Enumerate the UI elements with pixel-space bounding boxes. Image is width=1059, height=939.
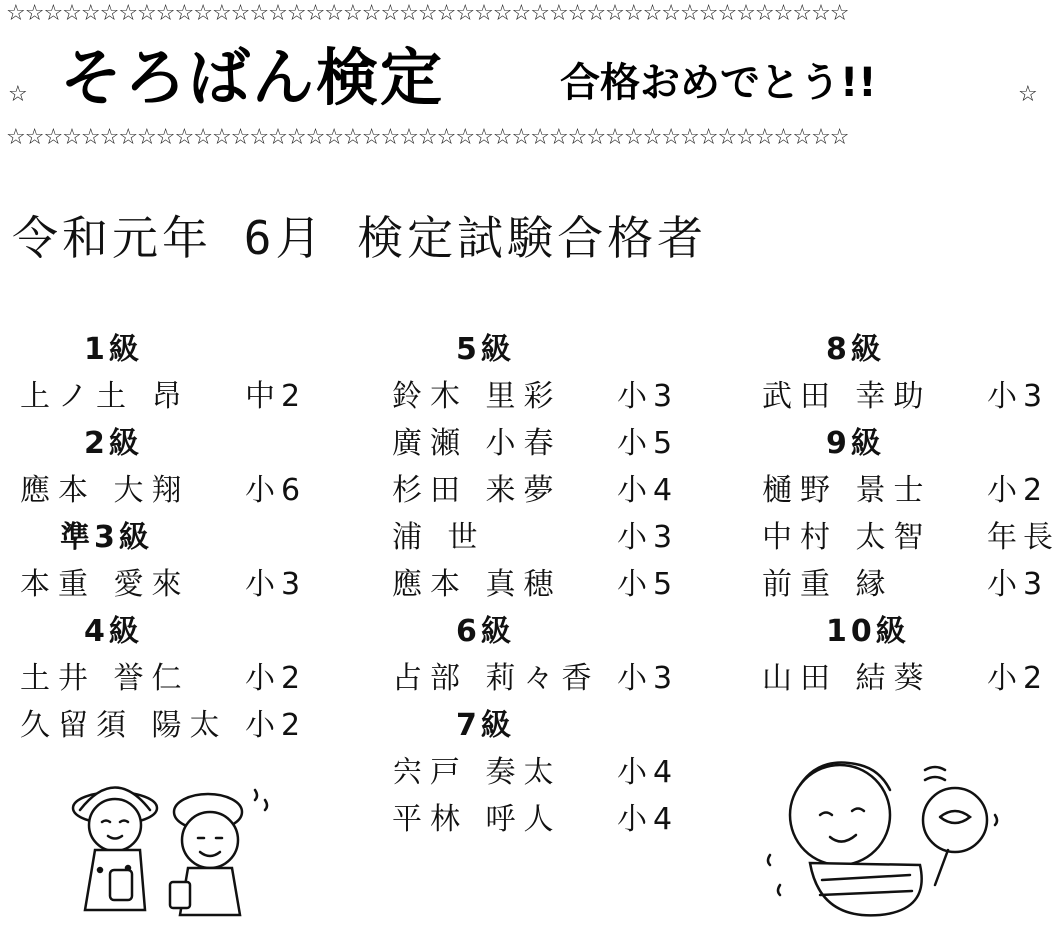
grade-heading: 7級	[456, 708, 515, 743]
passer-school-year: 小3	[987, 379, 1049, 414]
star-icon-right: ☆	[1018, 82, 1038, 107]
grade-heading: 10級	[826, 614, 910, 649]
column-middle	[392, 326, 682, 843]
passer-name: 廣瀬 小春	[392, 426, 562, 461]
banner-title: そろばん検定	[60, 41, 445, 114]
passer-name: 前重 縁	[762, 567, 894, 602]
passer-row	[762, 514, 1059, 561]
passer-name: 山田 結葵	[762, 661, 932, 696]
passer-row	[20, 467, 310, 514]
grade-heading: 9級	[826, 426, 885, 461]
passer-school-year: 小3	[245, 567, 307, 602]
page-heading: 令和元年 6月 検定試験合格者	[12, 211, 708, 265]
passer-row	[762, 467, 1047, 514]
passer-school-year: 小5	[617, 426, 679, 461]
passer-row	[20, 373, 310, 420]
passer-school-year: 小4	[617, 802, 679, 837]
passer-school-year: 小3	[617, 661, 679, 696]
star-icon-left: ☆	[8, 82, 28, 107]
passer-school-year: 小2	[245, 661, 307, 696]
passer-name: 占部 莉々香	[392, 661, 600, 696]
passer-school-year: 小2	[987, 473, 1049, 508]
passer-row	[392, 655, 682, 702]
passer-row	[392, 420, 682, 467]
passer-row	[20, 702, 310, 749]
banner-subtitle: 合格おめでとう!!	[560, 60, 877, 106]
passer-school-year: 小5	[617, 567, 679, 602]
passer-name: 應本 大翔	[20, 473, 190, 508]
passer-name: 本重 愛來	[20, 567, 190, 602]
passer-name: 久留須 陽太	[20, 708, 228, 743]
passer-name: 平林 呼人	[392, 802, 562, 837]
grade-heading: 6級	[456, 614, 515, 649]
grade-heading: 4級	[84, 614, 143, 649]
passer-row	[392, 561, 682, 608]
child-with-fan-illustration	[760, 745, 1010, 925]
passer-row	[392, 514, 682, 561]
passer-name: 樋野 景士	[762, 473, 932, 508]
passer-name: 鈴木 里彩	[392, 379, 562, 414]
passer-row	[392, 467, 682, 514]
passer-school-year: 中2	[245, 379, 307, 414]
passer-school-year: 小4	[617, 755, 679, 790]
passer-name: 浦 世	[392, 520, 486, 555]
children-drinking-illustration	[60, 770, 280, 930]
passer-name: 中村 太智	[762, 520, 932, 555]
column-left	[20, 326, 310, 749]
passer-name: 杉田 来夢	[392, 473, 562, 508]
passer-row	[762, 373, 1047, 420]
passer-name: 宍戸 奏太	[392, 755, 562, 790]
star-border-top: ☆☆☆☆☆☆☆☆☆☆☆☆☆☆☆☆☆☆☆☆☆☆☆☆☆☆☆☆☆☆☆☆☆☆☆☆☆☆☆☆☆☆☆☆☆	[6, 1, 849, 26]
passer-row	[762, 561, 1047, 608]
passer-row	[20, 561, 310, 608]
passer-name: 土井 誉仁	[20, 661, 190, 696]
passer-school-year: 小4	[617, 473, 679, 508]
column-right	[762, 326, 1059, 702]
passer-row	[392, 373, 682, 420]
passer-school-year: 小3	[617, 520, 679, 555]
grade-heading: 8級	[826, 332, 885, 367]
grade-heading: 2級	[84, 426, 143, 461]
passer-school-year: 年長	[987, 520, 1059, 555]
passer-school-year: 小3	[987, 567, 1049, 602]
passer-school-year: 小6	[245, 473, 307, 508]
grade-heading: 1級	[84, 332, 143, 367]
passer-school-year: 小2	[245, 708, 307, 743]
passer-row	[392, 749, 682, 796]
grade-heading: 5級	[456, 332, 515, 367]
passer-row	[20, 655, 310, 702]
passer-name: 武田 幸助	[762, 379, 932, 414]
passer-row	[392, 796, 682, 843]
passer-name: 應本 真穂	[392, 567, 562, 602]
passer-row	[762, 655, 1047, 702]
passer-name: 上ノ土 昂	[20, 379, 190, 414]
star-border-bottom: ☆☆☆☆☆☆☆☆☆☆☆☆☆☆☆☆☆☆☆☆☆☆☆☆☆☆☆☆☆☆☆☆☆☆☆☆☆☆☆☆☆☆☆☆☆	[6, 125, 849, 150]
passer-school-year: 小3	[617, 379, 679, 414]
grade-heading: 準3級	[60, 520, 153, 555]
passer-school-year: 小2	[987, 661, 1049, 696]
